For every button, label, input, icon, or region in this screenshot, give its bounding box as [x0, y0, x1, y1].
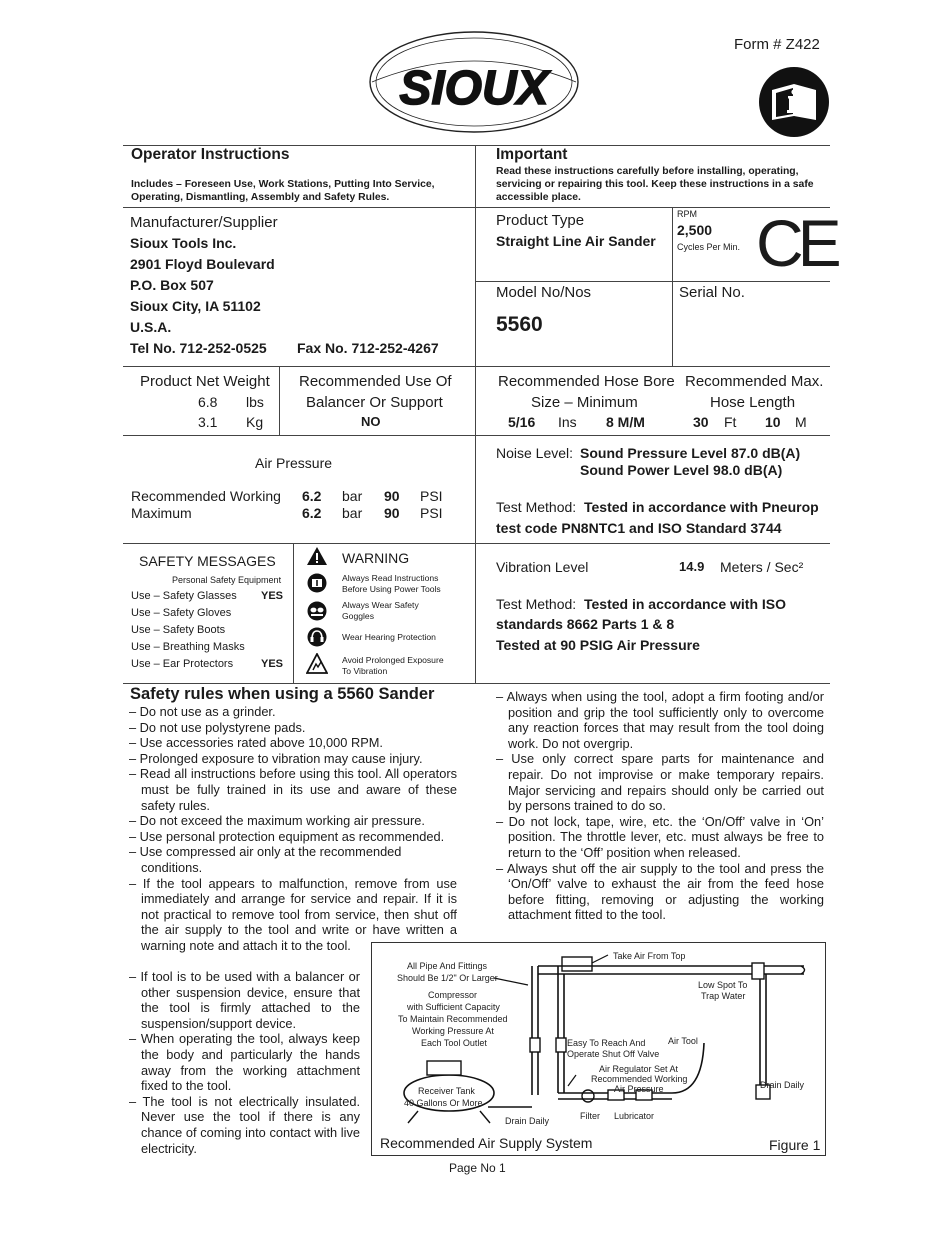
- logo-text: SIOUX: [399, 62, 549, 115]
- vibration-method-3: Tested at 90 PSIG Air Pressure: [496, 637, 700, 653]
- warning-1-text2: Goggles: [342, 611, 375, 621]
- rule-narrow-2: – The tool is not electrically insulated. Never use the tool if there is any chance of coming into contact with live electricity.: [129, 1093, 360, 1156]
- manufacturer-name: Sioux Tools Inc.: [130, 235, 237, 251]
- air-pressure-rec-bar: 6.2: [302, 488, 322, 504]
- safety-rules-right: [496, 689, 824, 923]
- ear-protection-icon: [307, 627, 327, 647]
- noise-label: Noise Level:: [496, 445, 574, 461]
- rule-left-8: – If the tool appears to malfunction, remove from use immediately and arrange for service and repair. If it is not practical to remove tool from service, then shut off the air supply to the tool and write or have written a warning note and attach it to the tool.: [129, 875, 457, 953]
- hose-bore-in: 5/16: [508, 414, 536, 430]
- weight-label: Product Net Weight: [140, 373, 270, 390]
- vibration-unit: Meters / Sec²: [720, 559, 804, 575]
- fig-pipe-1: All Pipe And Fittings: [407, 961, 488, 971]
- rule-right-3: – Always shut off the air supply to the tool and press the ‘On/Off’ valve to exhaust the air from the feed hose before fitting, removing or adjusting the working attachment fitted to the tool.: [496, 860, 824, 923]
- fig-take-air: Take Air From Top: [613, 951, 686, 961]
- fig-reg-3: Air Pressure: [614, 1084, 664, 1094]
- fig-lubricator: Lubricator: [614, 1111, 655, 1121]
- goggles-icon: [307, 601, 327, 621]
- fig-reg-2: Recommended Working: [591, 1074, 688, 1084]
- weight-kg-unit: Kg: [246, 414, 264, 430]
- vibration-method-2: standards 8662 Parts 1 & 8: [496, 616, 675, 632]
- warning-1-text1: Always Wear Safety: [342, 600, 419, 610]
- safety-item-4-value: YES: [261, 658, 284, 670]
- fig-comp-2: with Sufficient Capacity: [407, 1002, 500, 1012]
- rule-narrow-0: – If tool is to be used with a balancer or other suspension device, ensure that the tool is firmly attached to the suspension/support device.: [129, 969, 360, 1031]
- form-number: Form # Z422: [734, 36, 820, 53]
- safety-messages-title: SAFETY MESSAGES: [139, 553, 276, 569]
- manufacturer-tel: Tel No. 712-252-0525: [130, 340, 267, 356]
- rule-left-4: – Read all instructions before using this tool. All operators must be fully trained in its use and aware of these safety rules.: [129, 766, 457, 813]
- warning-0-text1: Always Read Instructions: [342, 573, 439, 583]
- air-pressure-max-psi: 90: [384, 505, 400, 521]
- noise-power: Sound Power Level 98.0 dB(A): [580, 462, 783, 478]
- rule-left-7: – Use compressed air only at the recommended conditions.: [129, 844, 402, 875]
- hose-length-ft-unit: Ft: [724, 414, 737, 430]
- hose-bore-label2: Size – Minimum: [531, 394, 638, 411]
- page-number: Page No 1: [449, 1161, 506, 1175]
- figure-caption: Recommended Air Supply System: [380, 1135, 593, 1151]
- safety-rules-title: Safety rules when using a 5560 Sander: [130, 685, 435, 703]
- fig-drain-1: Drain Daily: [505, 1116, 550, 1126]
- hose-length-label2: Hose Length: [710, 394, 796, 411]
- balancer-value: NO: [361, 414, 381, 429]
- fig-low-1: Low Spot To: [698, 980, 748, 990]
- warning-3-text1: Avoid Prolonged Exposure: [342, 655, 444, 665]
- noise-pressure: Sound Pressure Level 87.0 dB(A): [580, 445, 801, 461]
- vibration-method-1: Tested in accordance with ISO: [584, 596, 787, 612]
- hose-bore-mm: 8 M/M: [606, 414, 645, 430]
- safety-item-1-label: Use – Safety Gloves: [131, 607, 232, 619]
- fig-pipe-2: Should Be 1/2" Or Larger: [397, 973, 498, 983]
- safety-rules-left: [129, 704, 457, 954]
- model-value: 5560: [496, 313, 543, 336]
- air-pressure-title: Air Pressure: [255, 455, 333, 471]
- hose-length-m: 10: [765, 414, 781, 430]
- fig-air-tool: Air Tool: [668, 1036, 698, 1046]
- product-type-label: Product Type: [496, 212, 585, 229]
- fig-reg-1: Air Regulator Set At: [599, 1064, 679, 1074]
- safety-item-3-label: Use – Breathing Masks: [131, 641, 245, 653]
- manufacturer-block: [130, 212, 278, 338]
- warning-3-text2: To Vibration: [342, 666, 388, 676]
- rule-right-0: – Always when using the tool, adopt a firm footing and/or position and grip the tool sufficiently only to overcome any reaction forces that may result from the tool doing work. Do not overgrip.: [496, 689, 824, 751]
- vibration-value: 14.9: [679, 559, 705, 574]
- air-pressure-rec-bar-unit: bar: [342, 488, 363, 504]
- balancer-label2: Balancer Or Support: [306, 394, 443, 411]
- safety-messages-subtitle: Personal Safety Equipment: [172, 575, 282, 585]
- operator-includes-text: Includes – Foreseen Use, Work Stations, Putting Into Service, Operating, Dismantling, Assembly and Safety Rules.: [131, 179, 435, 203]
- noise-method-label: Test Method:: [496, 499, 577, 515]
- rpm-label: RPM: [677, 209, 697, 219]
- weight-kg-value: 3.1: [198, 414, 218, 430]
- noise-method-2: test code PN8NTC1 and ISO Standard 3744: [496, 520, 782, 536]
- fig-comp-1: Compressor: [428, 990, 478, 1000]
- operator-instructions-title: Operator Instructions: [131, 146, 290, 163]
- air-pressure-rec-psi-unit: PSI: [420, 488, 443, 504]
- serial-label: Serial No.: [679, 284, 745, 301]
- vibration-method-label: Test Method:: [496, 596, 577, 612]
- fig-easy-2: Operate Shut Off Valve: [567, 1049, 660, 1059]
- air-pressure-max-bar-unit: bar: [342, 505, 363, 521]
- important-text: Read these instructions carefully before installing, operating, servicing or repairing this tool. Keep these instructions in a safe accessible place.: [496, 166, 814, 203]
- rule-left-2: – Use accessories rated above 10,000 RPM.: [129, 735, 383, 751]
- manufacturer-label: Manufacturer/Supplier: [130, 214, 278, 231]
- fig-tank-1: Receiver Tank: [418, 1086, 475, 1096]
- manufacturer-fax: Fax No. 712-252-4267: [297, 340, 439, 356]
- rule-left-1: – Do not use polystyrene pads.: [129, 719, 306, 735]
- air-pressure-rec-label: Recommended Working: [131, 488, 281, 504]
- warning-title: WARNING: [342, 550, 410, 566]
- fig-filter: Filter: [580, 1111, 600, 1121]
- manual-info-icon: [758, 66, 830, 138]
- safety-item-0-value: YES: [261, 590, 284, 602]
- fig-comp-5: Each Tool Outlet: [421, 1038, 487, 1048]
- fig-low-2: Trap Water: [701, 991, 746, 1001]
- air-pressure-max-psi-unit: PSI: [420, 505, 443, 521]
- manufacturer-address1: 2901 Floyd Boulevard: [130, 256, 275, 272]
- noise-method-1: Tested in accordance with Pneurop: [584, 499, 819, 515]
- vibration-warning-icon: [306, 653, 328, 675]
- safety-item-0-label: Use – Safety Glasses: [131, 590, 237, 602]
- balancer-label1: Recommended Use Of: [299, 373, 452, 390]
- weight-lbs-value: 6.8: [198, 394, 218, 410]
- warning-2-text1: Wear Hearing Protection: [342, 632, 436, 642]
- ce-mark: CE: [756, 206, 836, 280]
- model-label: Model No/Nos: [496, 284, 592, 301]
- important-title: Important: [496, 146, 568, 163]
- sioux-logo: [368, 30, 580, 135]
- air-pressure-rec-psi: 90: [384, 488, 400, 504]
- weight-lbs-unit: lbs: [246, 394, 264, 410]
- warning-triangle-icon: [306, 546, 328, 566]
- rule-right-2: – Do not lock, tape, wire, etc. the ‘On/Off’ valve in ‘On’ position. The throttle lever, etc. must always be free to return to the ‘Off’ position when released.: [496, 813, 824, 860]
- rule-left-5: – Do not exceed the maximum working air pressure.: [129, 813, 425, 829]
- vibration-label: Vibration Level: [496, 559, 589, 575]
- hose-length-ft: 30: [693, 414, 709, 430]
- rule-narrow-1: – When operating the tool, always keep the body and particularly the hands away from the working attachment fixed to the tool.: [129, 1031, 360, 1094]
- fig-drain-2: Drain Daily: [760, 1080, 805, 1090]
- manual-icon: [307, 573, 327, 593]
- air-pressure-max-bar: 6.2: [302, 505, 322, 521]
- safety-rules-left-narrow: [129, 969, 360, 1156]
- rule-left-0: – Do not use as a grinder.: [129, 704, 276, 719]
- manufacturer-address2: P.O. Box 507: [130, 277, 214, 293]
- rule-left-3: – Prolonged exposure to vibration may cause injury.: [129, 750, 423, 766]
- figure-number: Figure 1: [769, 1137, 821, 1153]
- safety-item-4-label: Use – Ear Protectors: [131, 658, 234, 670]
- air-pressure-max-label: Maximum: [131, 505, 192, 521]
- fig-tank-2: 40 Gallons Or More: [404, 1098, 483, 1108]
- hose-bore-in-unit: Ins: [558, 414, 577, 430]
- product-type-value: Straight Line Air Sander: [496, 233, 656, 249]
- fig-comp-4: Working Pressure At: [412, 1026, 494, 1036]
- rule-left-6: – Use personal protection equipment as recommended.: [129, 828, 445, 844]
- hose-bore-label1: Recommended Hose Bore: [498, 373, 675, 390]
- rpm-value: 2,500: [677, 222, 713, 238]
- fig-comp-3: To Maintain Recommended: [398, 1014, 508, 1024]
- hose-length-label1: Recommended Max.: [685, 373, 824, 390]
- rule-right-1: – Use only correct spare parts for maintenance and repair. Do not improvise or make temporary repairs. Major servicing and repairs should only be carried out by persons trained to do so.: [496, 751, 824, 814]
- safety-item-2-label: Use – Safety Boots: [131, 624, 226, 636]
- manufacturer-city: Sioux City, IA 51102: [130, 298, 261, 314]
- rpm-unit: Cycles Per Min.: [677, 242, 741, 252]
- warning-0-text2: Before Using Power Tools: [342, 584, 441, 594]
- hose-length-m-unit: M: [795, 414, 807, 430]
- manufacturer-country: U.S.A.: [130, 319, 172, 335]
- fig-easy-1: Easy To Reach And: [567, 1038, 646, 1048]
